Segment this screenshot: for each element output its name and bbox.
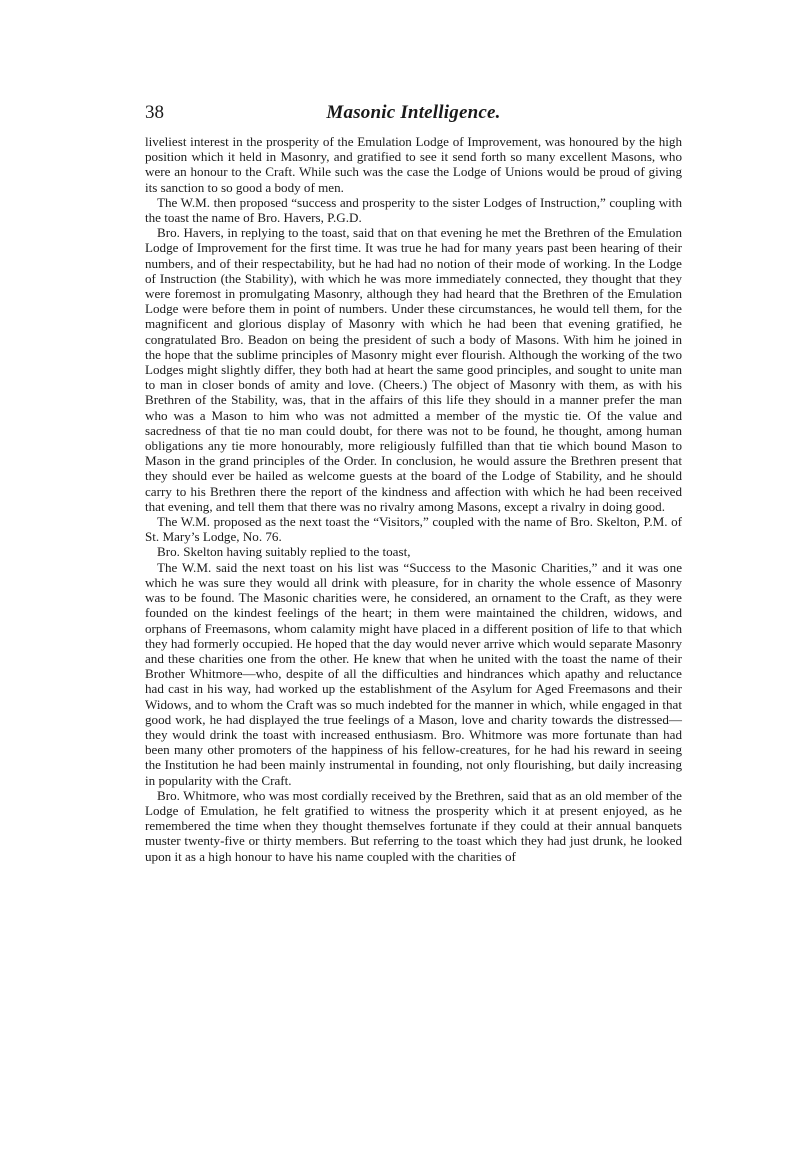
page-header	[145, 100, 682, 130]
paragraph: The W.M. proposed as the next toast the “Visitors,” coupled with the name of Bro. Skelton, P.M. of St. Mary’s Lodge, No. 76.	[145, 514, 682, 545]
body-text	[145, 134, 682, 864]
paragraph: liveliest interest in the prosperity of the Emulation Lodge of Improvement, was honoured by the high position which it held in Masonry, and gratified to see it send forth so many excellent Masons, who were an honour to the Craft. While such was the case the Lodge of Unions would be proud of giving its sanction to so good a body of men.	[145, 134, 682, 195]
paragraph: The W.M. then proposed “success and prosperity to the sister Lodges of Instruction,” coupling with the toast the name of Bro. Havers, P.G.D.	[145, 194, 682, 226]
running-title: Masonic Intelligence.	[326, 102, 501, 123]
page-number: 38	[145, 102, 164, 123]
paragraph: The W.M. said the next toast on his list was “Success to the Masonic Charities,” and it was one which he was sure they would all drink with pleasure, for in charity the whole essence of Masonry was to be found. The Masonic charities were, he considered, an ornament to the Craft, as they were founded on the kindest feelings of the heart; in them were maintained the children, widows, and orphans of Freemasons, whom calamity might have placed in a different position of life to that which they had formerly occupied. He hoped that the day would never arrive which would separate Masonry and these charities one from the other. He knew that when he united with the toast the name of their Brother Whitmore—who, despite of all the difficulties and hindrances which apathy and reluctance had cast in his way, had worked up the establishment of the Asylum for Aged Freemasons and their Widows, and to whom the Craft was so much indebted for the manner in which, while engaged in that good work, he had displayed the true feelings of a Mason, love and charity towards the distressed—they would drink the toast with increased enthusiasm. Bro. Whitmore was more fortunate than had been many other promoters of the happiness of his fellow-creatures, for he had his reward in seeing the Institution he had been mainly instrumental in founding, not only flourishing, but daily increasing in popularity with the Craft.	[145, 559, 682, 788]
document-page	[145, 100, 682, 864]
paragraph: Bro. Skelton having suitably replied to the toast,	[157, 544, 411, 560]
paragraph: Bro. Whitmore, who was most cordially received by the Brethren, said that as an old member of the Lodge of Emulation, he felt gratified to witness the prosperity which it at present enjoyed, as he remembered the time when they thought themselves fortunate if they could at their annual banquets muster twenty-five or thirty members. But referring to the toast which they had just drunk, he looked upon it as a high honour to have his name coupled with the charities of	[145, 787, 682, 864]
paragraph: Bro. Havers, in replying to the toast, said that on that evening he met the Brethren of the Emulation Lodge of Improvement for the first time. It was true he had for many years past been hearing of their numbers, and of their respectability, but he had had no notion of their mode of working. In the Lodge of Instruction (the Stability), with which he was more immediately connected, they thought that they were foremost in promulgating Masonry, although they had heard that the Brethren of the Emulation Lodge were before them in point of numbers. Under these circumstances, he would tell them, for the magnificent and glorious display of Masonry with which he had been that evening gratified, he congratulated Bro. Beadon on being the president of such a body of Masons. With him he joined in the hope that the sublime principles of Masonry might ever flourish. Although the working of the two Lodges might slightly differ, they both had at heart the same good principles, and sought to unite man to man in closer bonds of amity and love. (Cheers.) The object of Masonry with them, as with his Brethren of the Stability, was, that in the affairs of this life they should in a manner prefer the man who was a Mason to him who was not admitted a member of the mystic tie. Of the value and sacredness of that tie no man could doubt, for there was not to be found, he thought, among human obligations any tie more honourably, more religiously fulfilled than that tie which bound Mason to Mason in the grand principles of the Order. In conclusion, he would assure the Brethren present that they should ever be hailed as welcome guests at the board of the Lodge of Stability, and he should carry to his Brethren there the report of the kindness and affection with which he had been received that evening, and tell them that there was no rivalry among Masons, except a rivalry in doing good.	[145, 225, 682, 514]
